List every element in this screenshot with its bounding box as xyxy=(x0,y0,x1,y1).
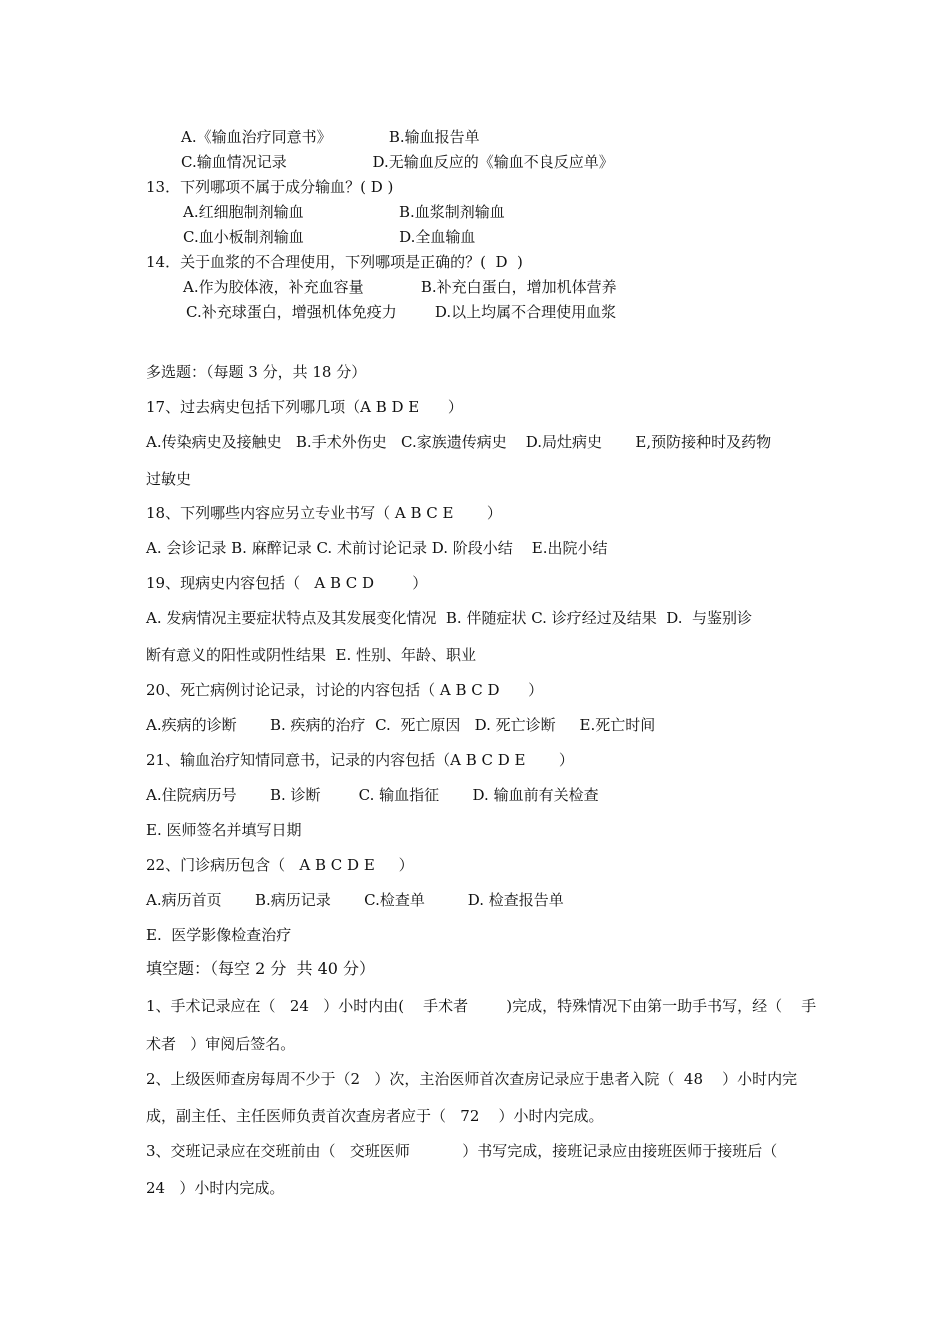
q20-question: 20、死亡病例讨论记录，讨论的内容包括（ A B C D ） xyxy=(146,681,544,699)
q17-options-cont: 过敏史 xyxy=(146,470,192,488)
q13-question: 13．下列哪项不属于成分输血？( D ) xyxy=(146,178,394,196)
q18-options: A. 会诊记录 B. 麻醉记录 C. 术前讨论记录 D. 阶段小结 E.出院小结 xyxy=(146,539,608,557)
fb1-line1: 1、手术记录应在（ 24 ）小时内由( 手术者 )完成，特殊情况下由第一助手书写，经（ 手 xyxy=(146,997,817,1015)
q22-options: A.病历首页 B.病历记录 C.检查单 D. 检查报告单 xyxy=(146,891,564,909)
q17-question: 17、过去病史包括下列哪几项（A B D E ） xyxy=(146,398,463,416)
q17-options: A.传染病史及接触史 B.手术外伤史 C.家族遗传病史 D.局灶病史 E,预防接种时及药物 xyxy=(146,433,772,451)
q19-options: A. 发病情况主要症状特点及其发展变化情况 B. 伴随症状 C. 诊疗经过及结果 D. 与鉴别诊 xyxy=(146,609,753,627)
q21-options: A.住院病历号 B. 诊断 C. 输血指征 D. 输血前有关检查 xyxy=(146,786,599,804)
fb2-line1: 2、上级医师查房每周不少于（2 ）次，主治医师首次查房记录应于患者入院（ 48 ）小时内完 xyxy=(146,1070,798,1088)
fb2-line2: 成，副主任、主任医师负责首次查房者应于（ 72 ）小时内完成。 xyxy=(146,1107,604,1125)
q21-question: 21、输血治疗知情同意书，记录的内容包括（A B C D E ） xyxy=(146,751,574,769)
q13-options-cd: C.血小板制剂输血 D.全血输血 xyxy=(183,228,476,246)
q12-options-cd: C.输血情况记录 D.无输血反应的《输血不良反应单》 xyxy=(181,153,614,171)
q21-options-cont: E. 医师签名并填写日期 xyxy=(146,821,302,839)
q14-options-ab: A.作为胶体液，补充血容量 B.补充白蛋白，增加机体营养 xyxy=(183,278,617,296)
q13-options-ab: A.红细胞制剂输血 B.血浆制剂输血 xyxy=(183,203,505,221)
q22-question: 22、门诊病历包含（ A B C D E ） xyxy=(146,856,414,874)
q14-options-cd: C.补充球蛋白，增强机体免疫力 D.以上均属不合理使用血浆 xyxy=(186,303,617,321)
fb3-line1: 3、交班记录应在交班前由（ 交班医师 ）书写完成，接班记录应由接班医师于接班后（ xyxy=(146,1142,778,1160)
q20-options: A.疾病的诊断 B. 疾病的治疗 C. 死亡原因 D. 死亡诊断 E.死亡时间 xyxy=(146,716,656,734)
q12-options-ab: A.《输血治疗同意书》 B.输血报告单 xyxy=(181,128,480,146)
fb1-line2: 术者 ）审阅后签名。 xyxy=(146,1035,296,1053)
q22-options-cont: E. 医学影像检查治疗 xyxy=(146,926,292,944)
q14-question: 14．关于血浆的不合理使用，下列哪项是正确的？( D ) xyxy=(146,253,523,271)
fill-blank-heading: 填空题：（每空 2 分 共 40 分） xyxy=(146,959,376,978)
q18-question: 18、下列哪些内容应另立专业书写（ A B C E ） xyxy=(146,504,502,522)
q19-question: 19、现病史内容包括（ A B C D ） xyxy=(146,574,428,592)
multi-choice-heading: 多选题：（每题 3 分，共 18 分） xyxy=(146,363,367,381)
q19-options-cont: 断有意义的阳性或阴性结果 E. 性别、年龄、职业 xyxy=(146,646,477,664)
fb3-line2: 24 ）小时内完成。 xyxy=(146,1179,285,1197)
